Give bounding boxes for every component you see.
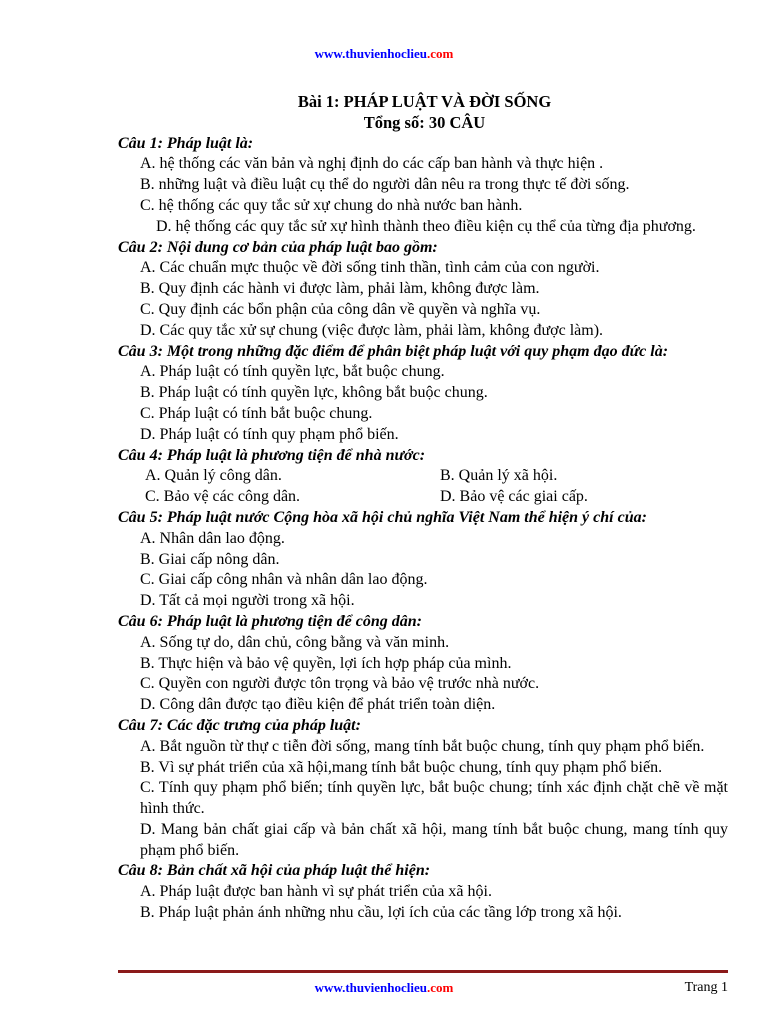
footer-divider xyxy=(118,970,728,973)
page-number: Trang 1 xyxy=(684,980,728,995)
answer-2d: D. Các quy tắc xử sự chung (việc được làm, phải làm, không được làm). xyxy=(140,321,604,339)
question-3: Câu 3: Một trong những đặc điểm để phân biệt pháp luật với quy phạm đạo đức là: xyxy=(118,342,669,360)
answer-7d: D. Mang bản chất giai cấp và bản chất xã hội, mang tính bắt buộc chung, mang tính quy phạm phổ biến. xyxy=(140,820,728,859)
answer-5c: C. Giai cấp công nhân và nhân dân lao động. xyxy=(140,571,428,589)
answer-2b: B. Quy định các hành vi được làm, phải làm, không được làm. xyxy=(140,280,540,298)
answer-7c: C. Tính quy phạm phổ biến; tính quyền lực, bắt buộc chung; tính xác định chặt chẽ về mặt hình thức. xyxy=(140,779,728,818)
answer-8b: B. Pháp luật phản ánh những nhu cầu, lợi ích của các tầng lớp trong xã hội. xyxy=(140,904,622,922)
lesson-title: Bài 1: PHÁP LUẬT VÀ ĐỜI SỐNG xyxy=(297,92,552,111)
answer-1c: C. hệ thống các quy tắc sử xự chung do nhà nước ban hành. xyxy=(140,196,523,214)
question-7: Câu 7: Các đặc trưng của pháp luật: xyxy=(118,716,361,734)
answer-2c: C. Quy định các bổn phận của công dân về quyền và nghĩa vụ. xyxy=(140,300,541,318)
answer-6b: B. Thực hiện và bảo vệ quyền, lợi ích hợp pháp của mình. xyxy=(140,654,512,672)
document-body xyxy=(118,92,728,924)
answer-3b: B. Pháp luật có tính quyền lực, không bắt buộc chung. xyxy=(140,384,488,402)
question-1: Câu 1: Pháp luật là: xyxy=(118,134,254,152)
answer-4b: B. Quản lý xã hội. xyxy=(440,467,558,485)
answer-1a: A. hệ thống các văn bản và nghị định do các cấp ban hành và thực hiện . xyxy=(140,155,604,173)
answer-row xyxy=(118,466,728,487)
answer-2a: A. Các chuẩn mực thuộc về đời sống tinh thần, tình cảm của con người. xyxy=(140,259,600,277)
header-website-link[interactable]: www.thuvienhoclieu.com xyxy=(314,46,454,61)
answer-4d: D. Bảo vệ các giai cấp. xyxy=(440,488,588,506)
answer-3c: C. Pháp luật có tính bắt buộc chung. xyxy=(140,404,373,422)
question-5: Câu 5: Pháp luật nước Cộng hòa xã hội chủ nghĩa Việt Nam thể hiện ý chí của: xyxy=(118,508,647,526)
answer-6c: C. Quyền con người được tôn trọng và bảo vệ trước nhà nước. xyxy=(140,675,540,693)
answer-3a: A. Pháp luật có tính quyền lực, bắt buộc chung. xyxy=(140,363,445,381)
footer-website-link[interactable]: www.thuvienhoclieu.com xyxy=(314,980,454,995)
answer-1b: B. những luật và điều luật cụ thể do người dân nêu ra trong thực tế đời sống. xyxy=(140,176,630,194)
answer-1d: D. hệ thống các quy tắc sử xự hình thành theo điều kiện cụ thể của từng địa phương. xyxy=(156,217,696,235)
question-count: Tổng số: 30 CÂU xyxy=(363,112,486,132)
answer-5d: D. Tất cả mọi người trong xã hội. xyxy=(140,592,355,610)
answer-8a: A. Pháp luật được ban hành vì sự phát triển của xã hội. xyxy=(140,883,492,901)
question-4: Câu 4: Pháp luật là phương tiện để nhà nước: xyxy=(118,446,426,464)
answer-4a: A. Quản lý công dân. xyxy=(145,467,282,485)
question-8: Câu 8: Bản chất xã hội của pháp luật thể hiện: xyxy=(118,862,431,880)
question-2: Câu 2: Nội dung cơ bản của pháp luật bao gồm: xyxy=(118,238,438,256)
answer-4c: C. Bảo vệ các công dân. xyxy=(145,488,301,506)
question-6: Câu 6: Pháp luật là phương tiện để công dân: xyxy=(118,612,422,630)
answer-5a: A. Nhân dân lao động. xyxy=(140,529,285,547)
answer-7a: A. Bắt nguồn từ thự c tiễn đời sống, mang tính bắt buộc chung, tính quy phạm phổ biến. xyxy=(140,737,705,755)
answer-5b: B. Giai cấp nông dân. xyxy=(140,550,280,568)
answer-3d: D. Pháp luật có tính quy phạm phổ biến. xyxy=(140,425,399,443)
answer-7b: B. Vì sự phát triển của xã hội,mang tính bắt buộc chung, tính quy phạm phổ biến. xyxy=(140,758,663,776)
answer-6d: D. Công dân được tạo điều kiện để phát triển toàn diện. xyxy=(140,696,496,714)
answer-row xyxy=(118,487,728,508)
answer-6a: A. Sống tự do, dân chủ, công bằng và văn minh. xyxy=(140,633,450,651)
